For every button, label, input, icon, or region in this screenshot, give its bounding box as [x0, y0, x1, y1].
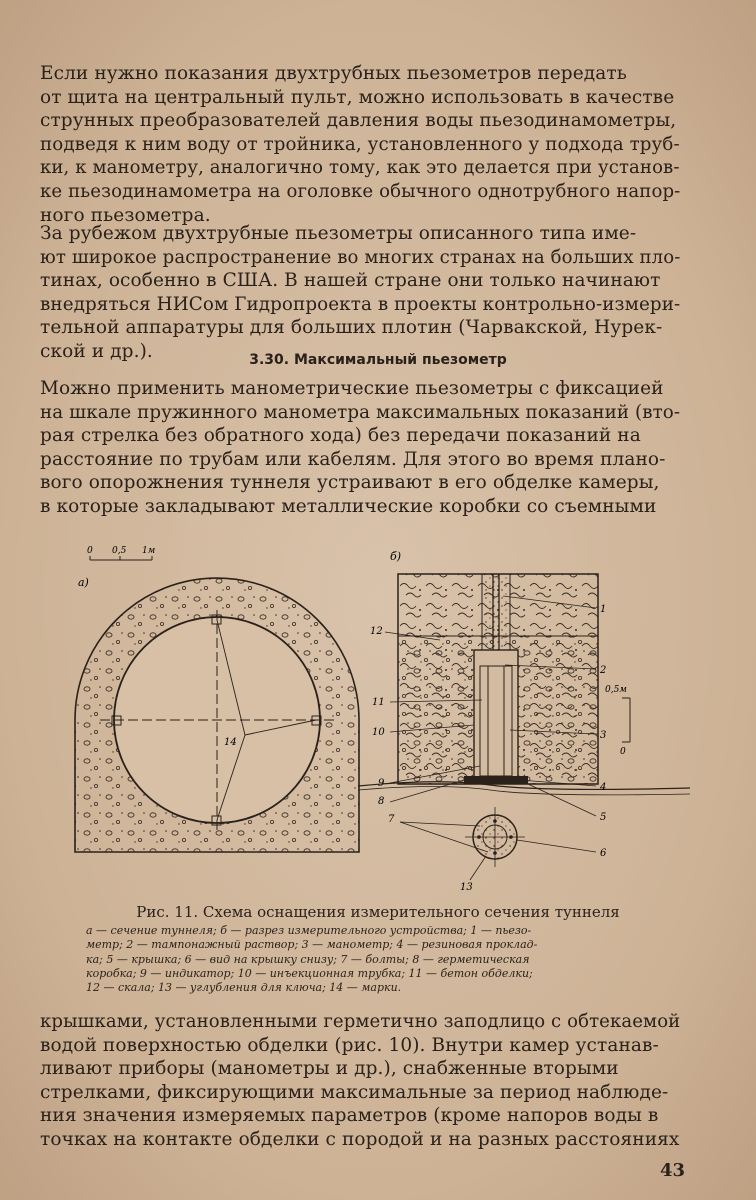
text-line: ливают приборы (манометры и др.), снабженные вторыми — [40, 1058, 619, 1080]
text-line: ке пьезодинамометра на оголовке обычного однотрубного напор- — [40, 180, 681, 202]
text-line: ного пьезометра. — [40, 204, 211, 226]
callout-6: 6 — [600, 848, 607, 859]
tunnel-figure — [60, 540, 690, 900]
paragraph-4 — [40, 1010, 680, 1152]
scale-a-1: 1м — [142, 546, 156, 556]
callout-11: 11 — [372, 697, 385, 708]
legend-line: ка; 5 — крышка; 6 — вид на крышку снизу; 7 — болты; 8 — герметическая — [86, 952, 530, 966]
figure-caption: Рис. 11. Схема оснащения измерительного сечения туннеля — [136, 903, 620, 921]
text-line: За рубежом двухтрубные пьезометры описанного типа име- — [40, 223, 637, 244]
paragraph-3 — [40, 377, 680, 519]
text-line: внедряться НИСом Гидропроекта в проекты контрольно-измери- — [40, 293, 681, 315]
text-line: подведя к ним воду от тройника, установленного у подхода труб- — [40, 133, 680, 155]
text-line: тинах, особенно в США. В нашей стране они только начинают — [40, 270, 661, 292]
sealed-box — [474, 650, 518, 780]
callout-4: 4 — [600, 782, 607, 793]
callout-12: 12 — [370, 626, 383, 637]
panel-b-label: б) — [390, 550, 402, 563]
text-line: расстояние по трубам или кабелям. Для этого во время плано- — [40, 448, 666, 470]
callout-13: 13 — [460, 882, 473, 893]
scale-bar-b — [622, 698, 630, 742]
callout-7: 7 — [388, 814, 395, 825]
text-line: стрелками, фиксирующими максимальные за период наблюде- — [40, 1081, 669, 1103]
text-line: ния значения измеряемых параметров (кроме напоров воды в — [40, 1105, 659, 1127]
scale-a-0: 0 — [87, 546, 93, 556]
text-line: ют широкое распространение во многих странах на больших пло- — [40, 246, 681, 268]
text-line: ской и др.). — [40, 340, 153, 362]
panel-a-tunnel-section — [75, 546, 359, 852]
text-line: от щита на центральный пульт, можно использовать в качестве — [40, 86, 675, 108]
callout-14: 14 — [224, 737, 237, 748]
section-heading: 3.30. Максимальный пьезометр — [249, 352, 507, 368]
text-line: водой поверхностью обделки (рис. 10). Внутри камер устанав- — [40, 1034, 659, 1056]
text-line: тельной аппаратуры для больших плотин (Чарвакской, Нурек- — [40, 317, 663, 339]
scale-b-top: 0,5м — [605, 685, 627, 695]
paragraph-2 — [40, 222, 680, 364]
text-line: в которые закладывают металлические коробки со съемными — [40, 495, 657, 517]
text-line: ки, к манометру, аналогично тому, как это делается при установ- — [40, 157, 680, 179]
callout-5: 5 — [600, 812, 607, 823]
text-line: Если нужно показания двухтрубных пьезометров передать — [40, 63, 627, 84]
panel-a-label: а) — [78, 576, 89, 589]
scale-bar-a — [90, 556, 152, 560]
text-line: Можно применить манометрические пьезометры с фиксацией — [40, 378, 664, 399]
legend-line: 12 — скала; 13 — углубления для ключа; 14 — марки. — [86, 981, 402, 995]
callout-1: 1 — [600, 604, 607, 615]
scale-a-half: 0,5 — [112, 546, 127, 556]
callout-8: 8 — [378, 796, 385, 807]
scale-b-zero: 0 — [620, 747, 626, 757]
paragraph-1 — [40, 62, 680, 227]
legend-line: метр; 2 — тампонажный раствор; 3 — манометр; 4 — резиновая проклад- — [86, 938, 538, 952]
callout-10: 10 — [372, 727, 385, 738]
figure-legend — [86, 924, 646, 995]
text-line: струнных преобразователей давления воды пьезодинамометры, — [40, 110, 677, 132]
callout-2: 2 — [600, 665, 607, 676]
text-line: вого опорожнения туннеля устраивают в его обделке камеры, — [40, 472, 660, 494]
text-line: крышками, установленными герметично заподлицо с обтекаемой — [40, 1011, 681, 1032]
legend-line: а — сечение туннеля; б — разрез измерительного устройства; 1 — пьезо- — [86, 924, 532, 937]
legend-line: коробка; 9 — индикатор; 10 — инъекционная трубка; 11 — бетон обделки; — [86, 966, 533, 980]
text-line: на шкале пружинного манометра максимальных показаний (вто- — [40, 401, 681, 423]
callout-3: 3 — [600, 730, 607, 741]
text-line: точках на контакте обделки с породой и на разных расстояниях — [40, 1128, 680, 1150]
text-line: рая стрелка без обратного хода) без передачи показаний на — [40, 425, 641, 447]
panel-b-device-section — [358, 550, 690, 893]
callout-9: 9 — [378, 778, 385, 789]
page-number: 43 — [660, 1160, 686, 1181]
